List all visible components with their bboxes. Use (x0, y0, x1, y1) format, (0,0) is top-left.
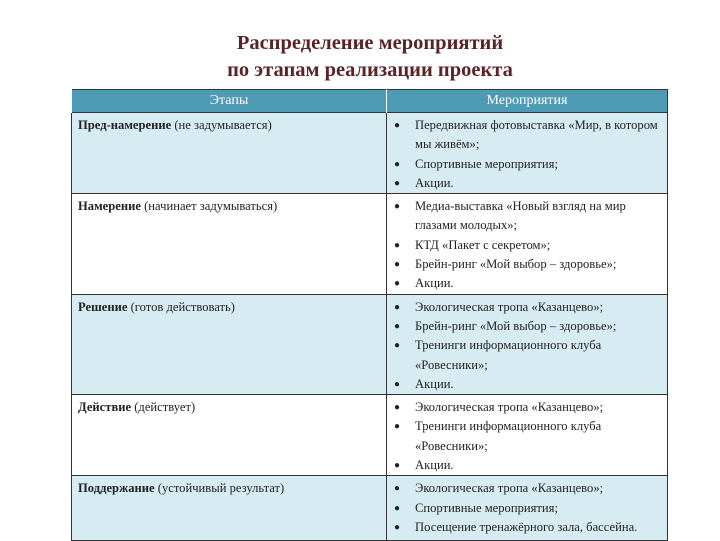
event-text: Акции. (415, 458, 454, 473)
table-row (72, 113, 668, 194)
event-text: Экологическая тропа «Казанцево»; (415, 299, 604, 314)
bullet-icon: ● (394, 239, 401, 251)
title-line-2: по этапам реализации проекта (227, 59, 513, 81)
list-item (393, 499, 661, 518)
list-item (393, 236, 661, 255)
event-text: Передвижная фотовыставка «Мир, в котором мы живём»; (415, 118, 658, 152)
stage-name: Намерение (78, 199, 141, 214)
page-title (0, 30, 720, 84)
bullet-icon: ● (394, 120, 401, 131)
stage-description: (готов действовать) (127, 299, 235, 314)
event-text: Экологическая тропа «Казанцево»; (415, 481, 604, 496)
list-item (393, 298, 661, 317)
bullet-icon: ● (394, 201, 401, 213)
list-item (393, 479, 661, 498)
list-item (393, 317, 661, 336)
stages-table (71, 89, 668, 541)
table-row (72, 194, 668, 294)
list-item (393, 174, 661, 193)
bullet-icon: ● (394, 521, 401, 533)
table-row (72, 395, 668, 476)
event-text: Акции. (415, 175, 454, 190)
bullet-icon: ● (394, 502, 401, 514)
event-text: Акции. (415, 376, 454, 391)
bullet-icon: ● (394, 483, 401, 495)
stage-cell (72, 194, 387, 294)
bullet-icon: ● (394, 259, 401, 271)
stage-description: (не задумывается) (171, 118, 272, 132)
title-line-1: Распределение мероприятий (236, 32, 504, 54)
bullet-icon: ● (394, 158, 401, 170)
list-item (393, 417, 661, 456)
stage-cell (72, 294, 387, 394)
stage-cell (72, 113, 387, 194)
list-item (393, 155, 661, 174)
bullet-icon: ● (394, 301, 401, 313)
bullet-icon: ● (394, 378, 401, 390)
event-text: КТД «Пакет с секретом»; (415, 237, 551, 252)
event-text: Тренинги информационного клуба «Ровесники»; (415, 338, 602, 372)
events-list (393, 298, 661, 394)
event-text: Медиа-выставка «Новый взгляд на мир глазами молодых»; (415, 199, 626, 233)
bullet-icon: ● (394, 278, 401, 290)
bullet-icon: ● (394, 320, 401, 332)
table-row (72, 294, 668, 394)
stage-name: Действие (78, 400, 132, 415)
list-item (393, 197, 661, 236)
table-header (72, 90, 668, 113)
events-cell (387, 113, 668, 194)
list-item (393, 116, 661, 155)
stage-description: (действует) (131, 400, 196, 415)
list-item (393, 255, 661, 274)
events-list (393, 479, 661, 537)
stage-description: (начинает задумываться) (140, 199, 278, 214)
events-cell (387, 294, 668, 394)
stage-name: Пред-намерение (78, 118, 172, 132)
events-cell (387, 395, 668, 476)
table-row (72, 476, 668, 541)
bullet-icon: ● (394, 340, 401, 352)
event-text: Посещение тренажёрного зала, бассейна. (415, 519, 638, 534)
list-item (393, 398, 661, 417)
list-item (393, 274, 661, 293)
list-item (393, 456, 661, 475)
event-text: Брейн-ринг «Мой выбор – здоровье»; (415, 318, 617, 333)
event-text: Тренинги информационного клуба «Ровесники»; (415, 419, 602, 453)
event-text: Спортивные мероприятия; (415, 500, 558, 515)
bullet-icon: ● (394, 460, 401, 472)
bullet-icon: ● (394, 402, 401, 414)
stage-cell (72, 395, 387, 476)
events-list (393, 116, 661, 193)
header-stages: Этапы (72, 90, 387, 113)
event-text: Экологическая тропа «Казанцево»; (415, 400, 604, 415)
event-text: Спортивные мероприятия; (415, 156, 558, 171)
events-list (393, 197, 661, 293)
event-text: Акции. (415, 276, 454, 291)
list-item (393, 336, 661, 375)
header-events: Мероприятия (387, 90, 668, 113)
bullet-icon: ● (394, 421, 401, 433)
event-text: Брейн-ринг «Мой выбор – здоровье»; (415, 257, 617, 272)
stage-name: Решение (78, 299, 128, 314)
events-cell (387, 194, 668, 294)
list-item (393, 518, 661, 537)
stage-description: (устойчивый результат) (154, 481, 285, 496)
list-item (393, 375, 661, 394)
events-list (393, 398, 661, 475)
stage-cell (72, 476, 387, 541)
stage-name: Поддержание (78, 481, 155, 496)
events-cell (387, 476, 668, 541)
bullet-icon: ● (394, 177, 401, 189)
